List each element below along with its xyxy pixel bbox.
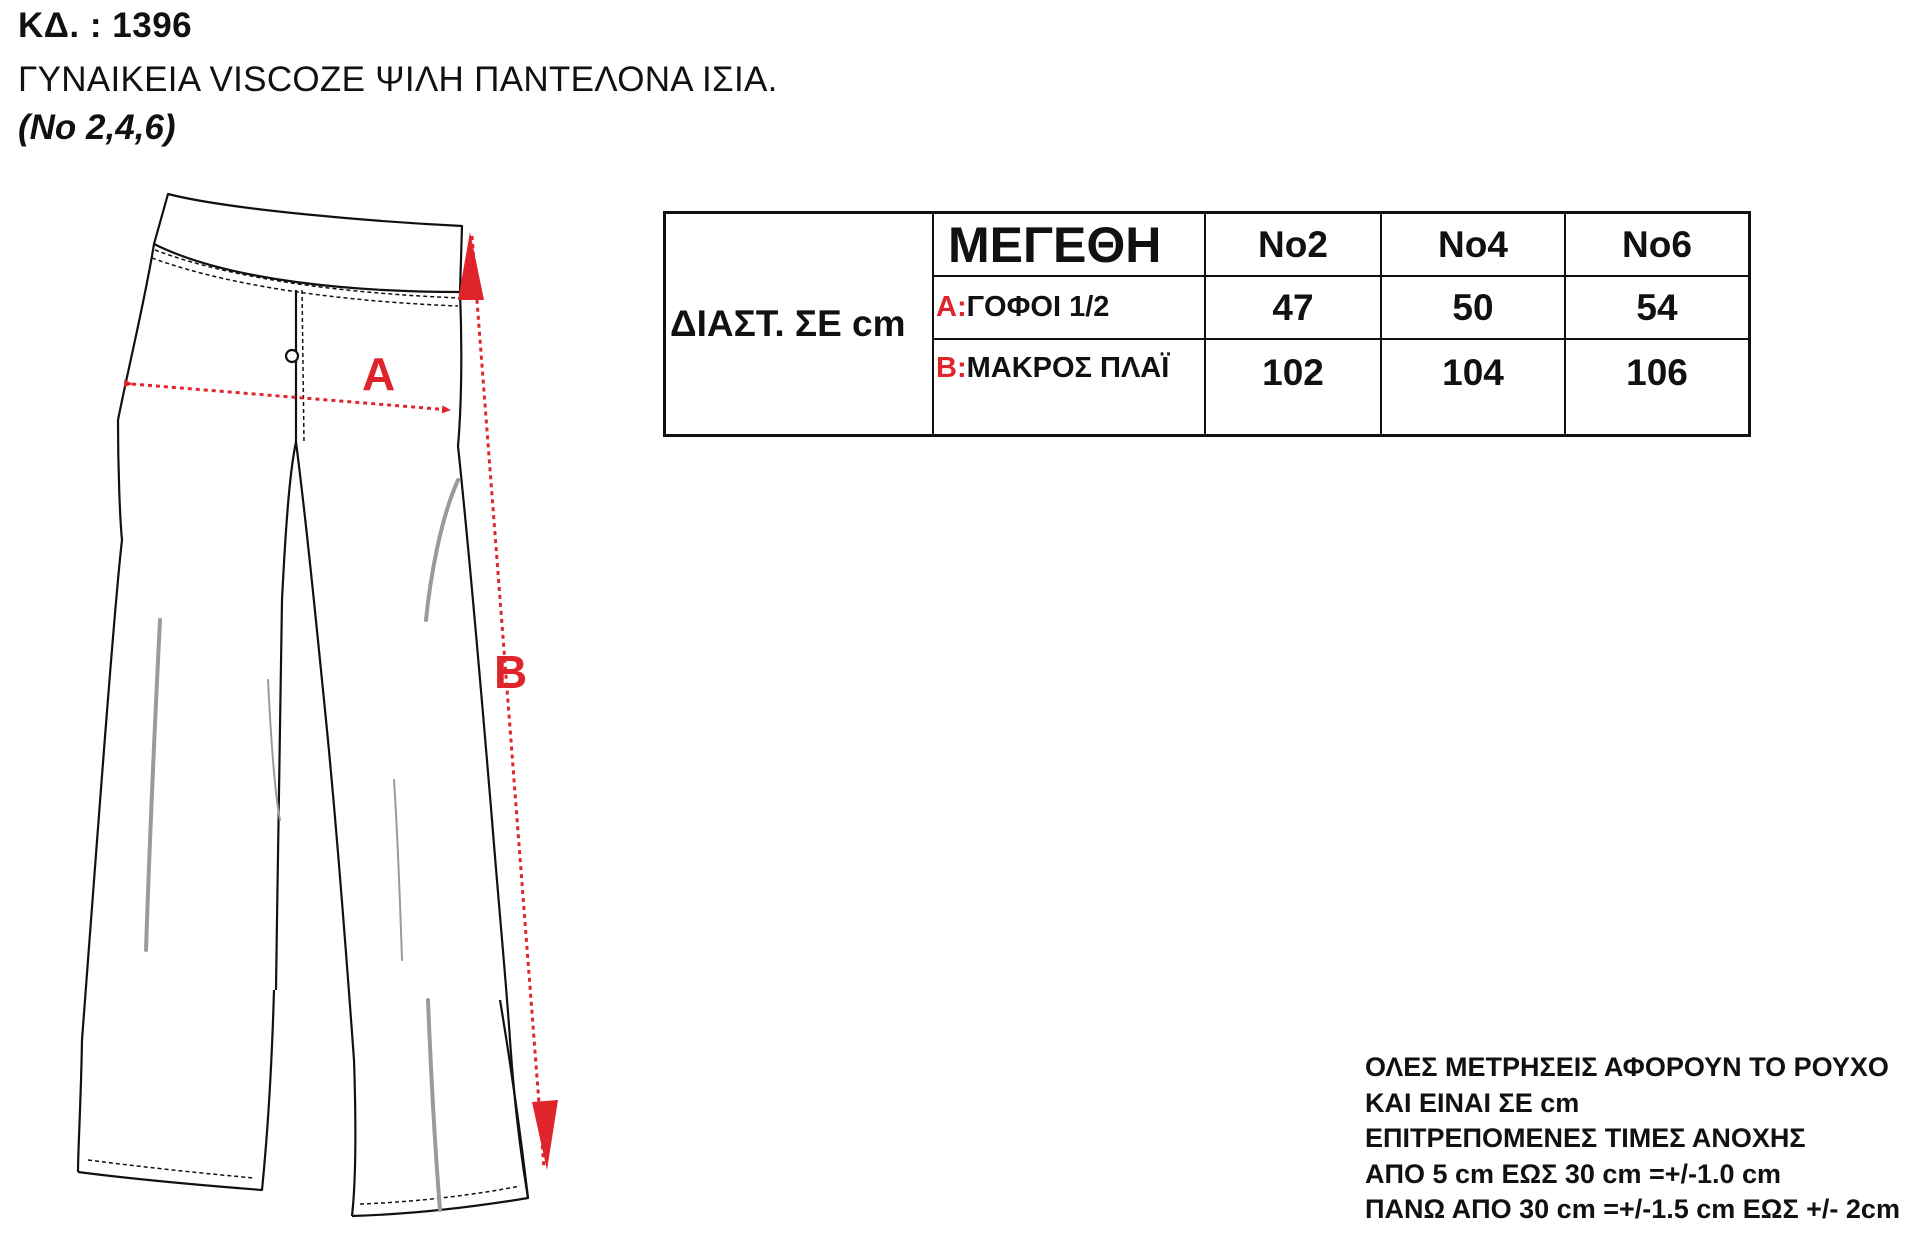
product-description: ΓΥΝΑΙΚΕΙΑ VISCOZE ΨΙΛΗ ΠΑΝΤΕΛΟΝΑ ΙΣΙΑ. [18,60,778,99]
measurement-name: ΓΟΦΟΙ 1/2 [966,291,1110,323]
note-line: ΕΠΙΤΡΕΠΟΜΕΝΕΣ ΤΙΜΕΣ ΑΝΟΧΗΣ [1365,1123,1806,1153]
table-cell: 104 [1381,339,1565,436]
tolerance-notes [1365,1050,1900,1228]
table-cell: 47 [1205,276,1381,339]
row-header: ΔΙΑΣΤ. ΣΕ cm [665,213,934,436]
table-cell: 106 [1565,339,1750,436]
measurement-label-a [933,276,1205,339]
table-cell: 102 [1205,339,1381,436]
note-line: ΠΑΝΩ ΑΠΟ 30 cm =+/-1.5 cm ΕΩΣ +/- 2cm [1365,1194,1900,1224]
note-line: ΚΑΙ ΕΙΝΑΙ ΣΕ cm [1365,1087,1580,1118]
size-range: (Νο 2,4,6) [18,108,176,147]
size-column-no6: Νο6 [1565,213,1750,277]
measurement-letter: B: [936,352,967,384]
trousers-shading [146,480,458,1210]
table-cell: 54 [1565,276,1750,339]
measure-a-line [132,384,450,410]
measurement-table [663,211,1751,437]
note-line: ΑΠΟ 5 cm ΕΩΣ 30 cm =+/-1.0 cm [1365,1158,1782,1189]
trousers-outline [78,194,528,1216]
measurement-name: ΜΑΚΡΟΣ ΠΛΑΪ [966,352,1170,384]
table-header-row [665,213,1750,277]
measure-a-label: A [362,348,396,400]
trousers-drawing [0,170,600,1235]
size-column-no4: Νο4 [1381,213,1565,277]
table-cell: 50 [1381,276,1565,339]
measurement-letter: A: [936,291,967,323]
note-line: ΟΛΕΣ ΜΕΤΡΗΣΕΙΣ ΑΦΟΡΟΥΝ ΤΟ ΡΟΥΧΟ [1365,1052,1889,1082]
measure-b-arrow-bottom [532,1100,558,1170]
product-code: ΚΔ. : 1396 [18,6,193,45]
size-title: ΜΕΓΕΘΗ [933,213,1205,277]
measurement-label-b [933,339,1205,436]
size-column-no2: Νο2 [1205,213,1381,277]
measure-b-label: B [494,646,528,698]
